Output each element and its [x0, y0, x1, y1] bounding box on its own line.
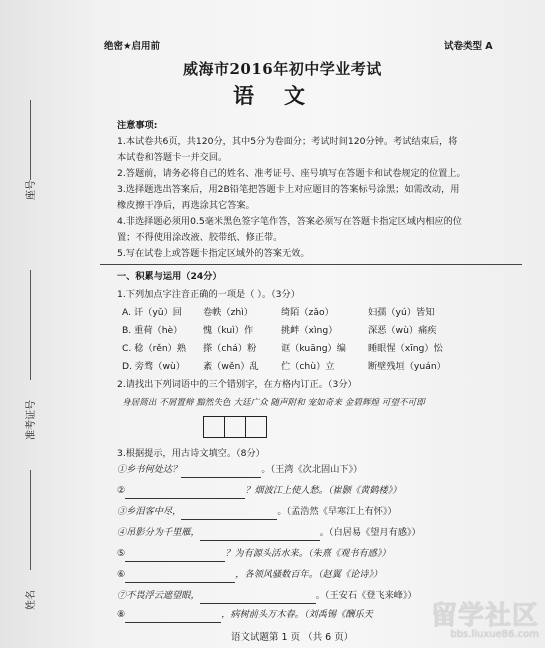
- notice-item: 3.选择题选出答案后，用2B铅笔把答题卡上对应题目的答案标号涂黑；如需改动，用: [117, 184, 460, 195]
- q3-item: ④吊影分为千里雁， 。（白居易《望月有感》）: [117, 525, 421, 541]
- seat-label: 座号: [26, 180, 37, 200]
- option-c-3: 诓（kuāng）编: [281, 343, 346, 354]
- q3-item: ② ？烟波江上使人愁。（崔颢《黄鹤楼》）: [117, 483, 401, 499]
- q3-item: ③乡泪客中尽， 。（孟浩然《早寒江上有怀》）: [117, 504, 397, 520]
- q3-item: ⑧ ，病树前头万木春。（刘禹锡《酬乐天: [117, 607, 373, 623]
- q3-item: ⑦不畏浮云遮望眼， 。（王安石《登飞来峰》）: [117, 588, 417, 604]
- option-d-3: 伫（chù）立: [281, 361, 335, 372]
- subject-title: 语文: [233, 83, 335, 108]
- answer-boxes: [203, 416, 266, 438]
- notice-item: 2.答题前，请务必将自己的姓名、准考证号、座号填写在答题卡和试卷规定的位置上。: [117, 168, 466, 179]
- notice-item: 1.本试卷共6页，共120分，其中5分为卷面分；考试时间120分钟。考试结束后，将: [117, 136, 458, 147]
- option-d-1: D. 旁骛（wù）: [122, 361, 186, 372]
- option-c-4: 睡眼惺（xīng）忪: [368, 343, 443, 354]
- fill-blank[interactable]: [200, 530, 320, 541]
- paper-type-label: 试卷类型 A: [444, 41, 493, 52]
- notice-item: 橡皮擦干净后，再选涂其它答案。: [117, 200, 255, 211]
- question-2: 2.请找出下列词语中的三个错别字，在方格内订正。（3分）: [117, 379, 357, 390]
- secret-label: 绝密★启用前: [104, 41, 161, 52]
- option-d-4: 断壁残垣（yuán）: [368, 361, 446, 372]
- page-footer: 语文试题第 1 页 （共 6 页）: [231, 632, 354, 643]
- exam-title: 威海市2016年初中学业考试: [183, 60, 382, 78]
- q3-item: ①乡书何处达？ 。（王湾《次北固山下》）: [117, 462, 362, 478]
- fill-blank[interactable]: [200, 593, 316, 604]
- option-b-1: B. 重荷（hè）: [122, 325, 183, 336]
- section-heading: 一、积累与运用（24分）: [117, 271, 222, 282]
- watermark-url: bbs.liuxue86.com: [450, 629, 539, 640]
- question-1: 1.下列加点字注音正确的一项是（ ）。（3分）: [117, 289, 300, 300]
- notice-item: 5.写在试卷上或答题卡指定区域外的答案无效。: [117, 248, 310, 259]
- fill-blank[interactable]: [181, 509, 277, 520]
- fill-blank[interactable]: [125, 612, 221, 623]
- notice-item: 置；不得使用涂改液、胶带纸、修正带。: [117, 232, 283, 243]
- watermark-logo: 留学社区: [430, 601, 539, 631]
- option-a-1: A. 讦（yǔ）回: [122, 307, 182, 318]
- notice-item: 4.非选择题必须用0.5毫米黑色签字笔作答，答案必须写在答题卡指定区域内相应的位: [117, 216, 462, 227]
- question-3: 3.根据提示，用古诗文填空。（8分）: [117, 448, 265, 459]
- notice-item: 本试卷和答题卡一并交回。: [117, 152, 228, 163]
- name-label: 姓名: [26, 590, 37, 610]
- option-c-2: 搽（chá）粉: [203, 343, 257, 354]
- option-d-2: 紊（wěn）乱: [203, 361, 259, 372]
- option-b-3: 挑衅（xìng）: [281, 325, 338, 336]
- seat-line: [30, 100, 31, 180]
- q3-item: ⑤ ？为有源头活水来。（朱熹《观书有感》）: [117, 546, 391, 562]
- option-a-4: 妇孺（yú）皆知: [368, 307, 435, 318]
- answer-box[interactable]: [224, 416, 246, 438]
- fill-blank[interactable]: [181, 467, 261, 478]
- fill-blank[interactable]: [125, 572, 235, 583]
- exam-number-label: 准考证号: [26, 400, 37, 440]
- notice-heading: 注意事项:: [117, 120, 158, 131]
- watermark: [431, 595, 539, 640]
- answer-box[interactable]: [203, 416, 225, 438]
- q2-words: 身居简出 不屑置辩 黯然失色 大廷广众 随声附和 宠如奇来 金碧辉煌 可望不可即: [122, 398, 425, 408]
- option-b-4: 深恶（wù）痛疾: [368, 325, 437, 336]
- fill-blank[interactable]: [125, 551, 225, 562]
- option-b-2: 愧（kuì）作: [203, 325, 254, 336]
- option-a-3: 绮陌（zǎo）: [281, 307, 334, 318]
- name-line: [30, 470, 31, 570]
- option-a-2: 卷帙（zhì）: [203, 307, 253, 318]
- option-c-1: C. 稔（rěn）熟: [122, 343, 187, 354]
- fill-blank[interactable]: [125, 488, 245, 499]
- answer-box[interactable]: [245, 416, 267, 438]
- q3-item: ⑥ ，各领风骚数百年。（赵翼《论诗》）: [117, 567, 382, 583]
- exam-number-line: [30, 270, 31, 380]
- divider: [100, 264, 522, 265]
